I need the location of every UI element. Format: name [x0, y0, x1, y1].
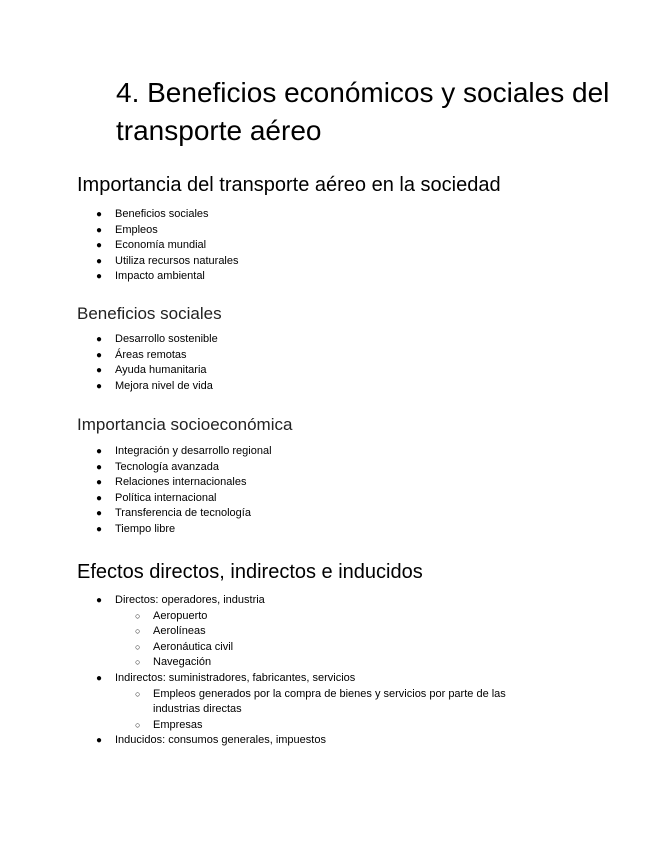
sub-bullet-icon: ○ [135, 626, 141, 637]
list-item: ● Empleos [0, 223, 655, 239]
bullet-icon: ● [96, 492, 103, 504]
bullet-icon: ● [96, 595, 103, 606]
list-item: ● Desarrollo sostenible [0, 332, 655, 348]
sub-bullet-icon: ○ [135, 688, 141, 699]
list-beneficios-sociales [0, 332, 655, 394]
bullet-icon: ● [96, 209, 103, 220]
list-item: ● Áreas remotas [0, 348, 655, 364]
list-item-indirectos: ● Indirectos: suministradores, fabricantes, servicios ○ Empleos generados por la compra de bienes y servicios por parte de las industrias directas ○ Empresas [0, 671, 655, 733]
list-item: ● Economía mundial [0, 238, 655, 254]
sublist-item: ○ Empleos generados por la compra de bienes y servicios por parte de las industrias directas [135, 687, 506, 716]
sub-bullet-icon: ○ [135, 610, 141, 621]
section-heading-efectos: Efectos directos, indirectos e inducidos [77, 561, 423, 583]
list-importancia-socioeconomica [0, 444, 655, 538]
list-item: ● Mejora nivel de vida [0, 379, 655, 395]
bullet-icon: ● [96, 349, 103, 361]
sublist-item: ○ Aerolíneas [115, 624, 553, 640]
sublist-item: ○ Empresas [115, 718, 553, 734]
page-title: 4. Beneficios económicos y sociales del transporte aéreo [116, 77, 610, 146]
sub-bullet-icon: ○ [135, 657, 141, 668]
bullet-icon: ● [96, 271, 103, 283]
list-item: ● Política internacional [0, 491, 655, 507]
bullet-icon: ● [96, 365, 103, 377]
bullet-icon: ● [96, 508, 103, 520]
list-importancia [0, 207, 655, 285]
sublist-item: ○ Navegación [115, 655, 553, 671]
list-item: ● Tecnología avanzada [0, 460, 655, 476]
bullet-icon: ● [96, 240, 103, 252]
bullet-icon: ● [96, 461, 103, 473]
section-heading-importancia: Importancia del transporte aéreo en la sociedad [77, 174, 501, 196]
list-item: ● Impacto ambiental [0, 269, 655, 285]
section-heading-beneficios-sociales: Beneficios sociales [77, 304, 222, 323]
sublist-item: ○ Aeropuerto [115, 609, 553, 625]
list-item: ● Integración y desarrollo regional [0, 444, 655, 460]
sub-bullet-icon: ○ [135, 719, 141, 730]
bullet-icon: ● [96, 735, 103, 747]
list-item: ● Transferencia de tecnología [0, 506, 655, 522]
list-item: ● Ayuda humanitaria [0, 363, 655, 379]
bullet-icon: ● [96, 672, 103, 684]
sublist-item: ○ Aeronáutica civil [115, 640, 553, 656]
list-item: ● Relaciones internacionales [0, 475, 655, 491]
bullet-icon: ● [96, 334, 103, 345]
list-item-inducidos: ● Inducidos: consumos generales, impuestos [0, 733, 655, 749]
bullet-icon: ● [96, 224, 103, 236]
sublist-indirectos [115, 687, 655, 734]
list-item-directos: ● Directos: operadores, industria ○ Aeropuerto ○ Aerolíneas ○ Aeronáutica civil ○ Navegación [0, 593, 655, 671]
section-heading-importancia-socioeconomica: Importancia socioeconómica [77, 415, 293, 434]
list-item: ● Utiliza recursos naturales [0, 254, 655, 270]
bullet-icon: ● [96, 255, 103, 267]
bullet-icon: ● [96, 446, 103, 457]
list-efectos [0, 593, 655, 749]
list-item: ● Tiempo libre [0, 522, 655, 538]
bullet-icon: ● [96, 523, 103, 535]
list-item: ● Beneficios sociales [0, 207, 655, 223]
sublist-directos [115, 609, 655, 671]
bullet-icon: ● [96, 380, 103, 392]
bullet-icon: ● [96, 477, 103, 489]
sub-bullet-icon: ○ [135, 641, 141, 652]
